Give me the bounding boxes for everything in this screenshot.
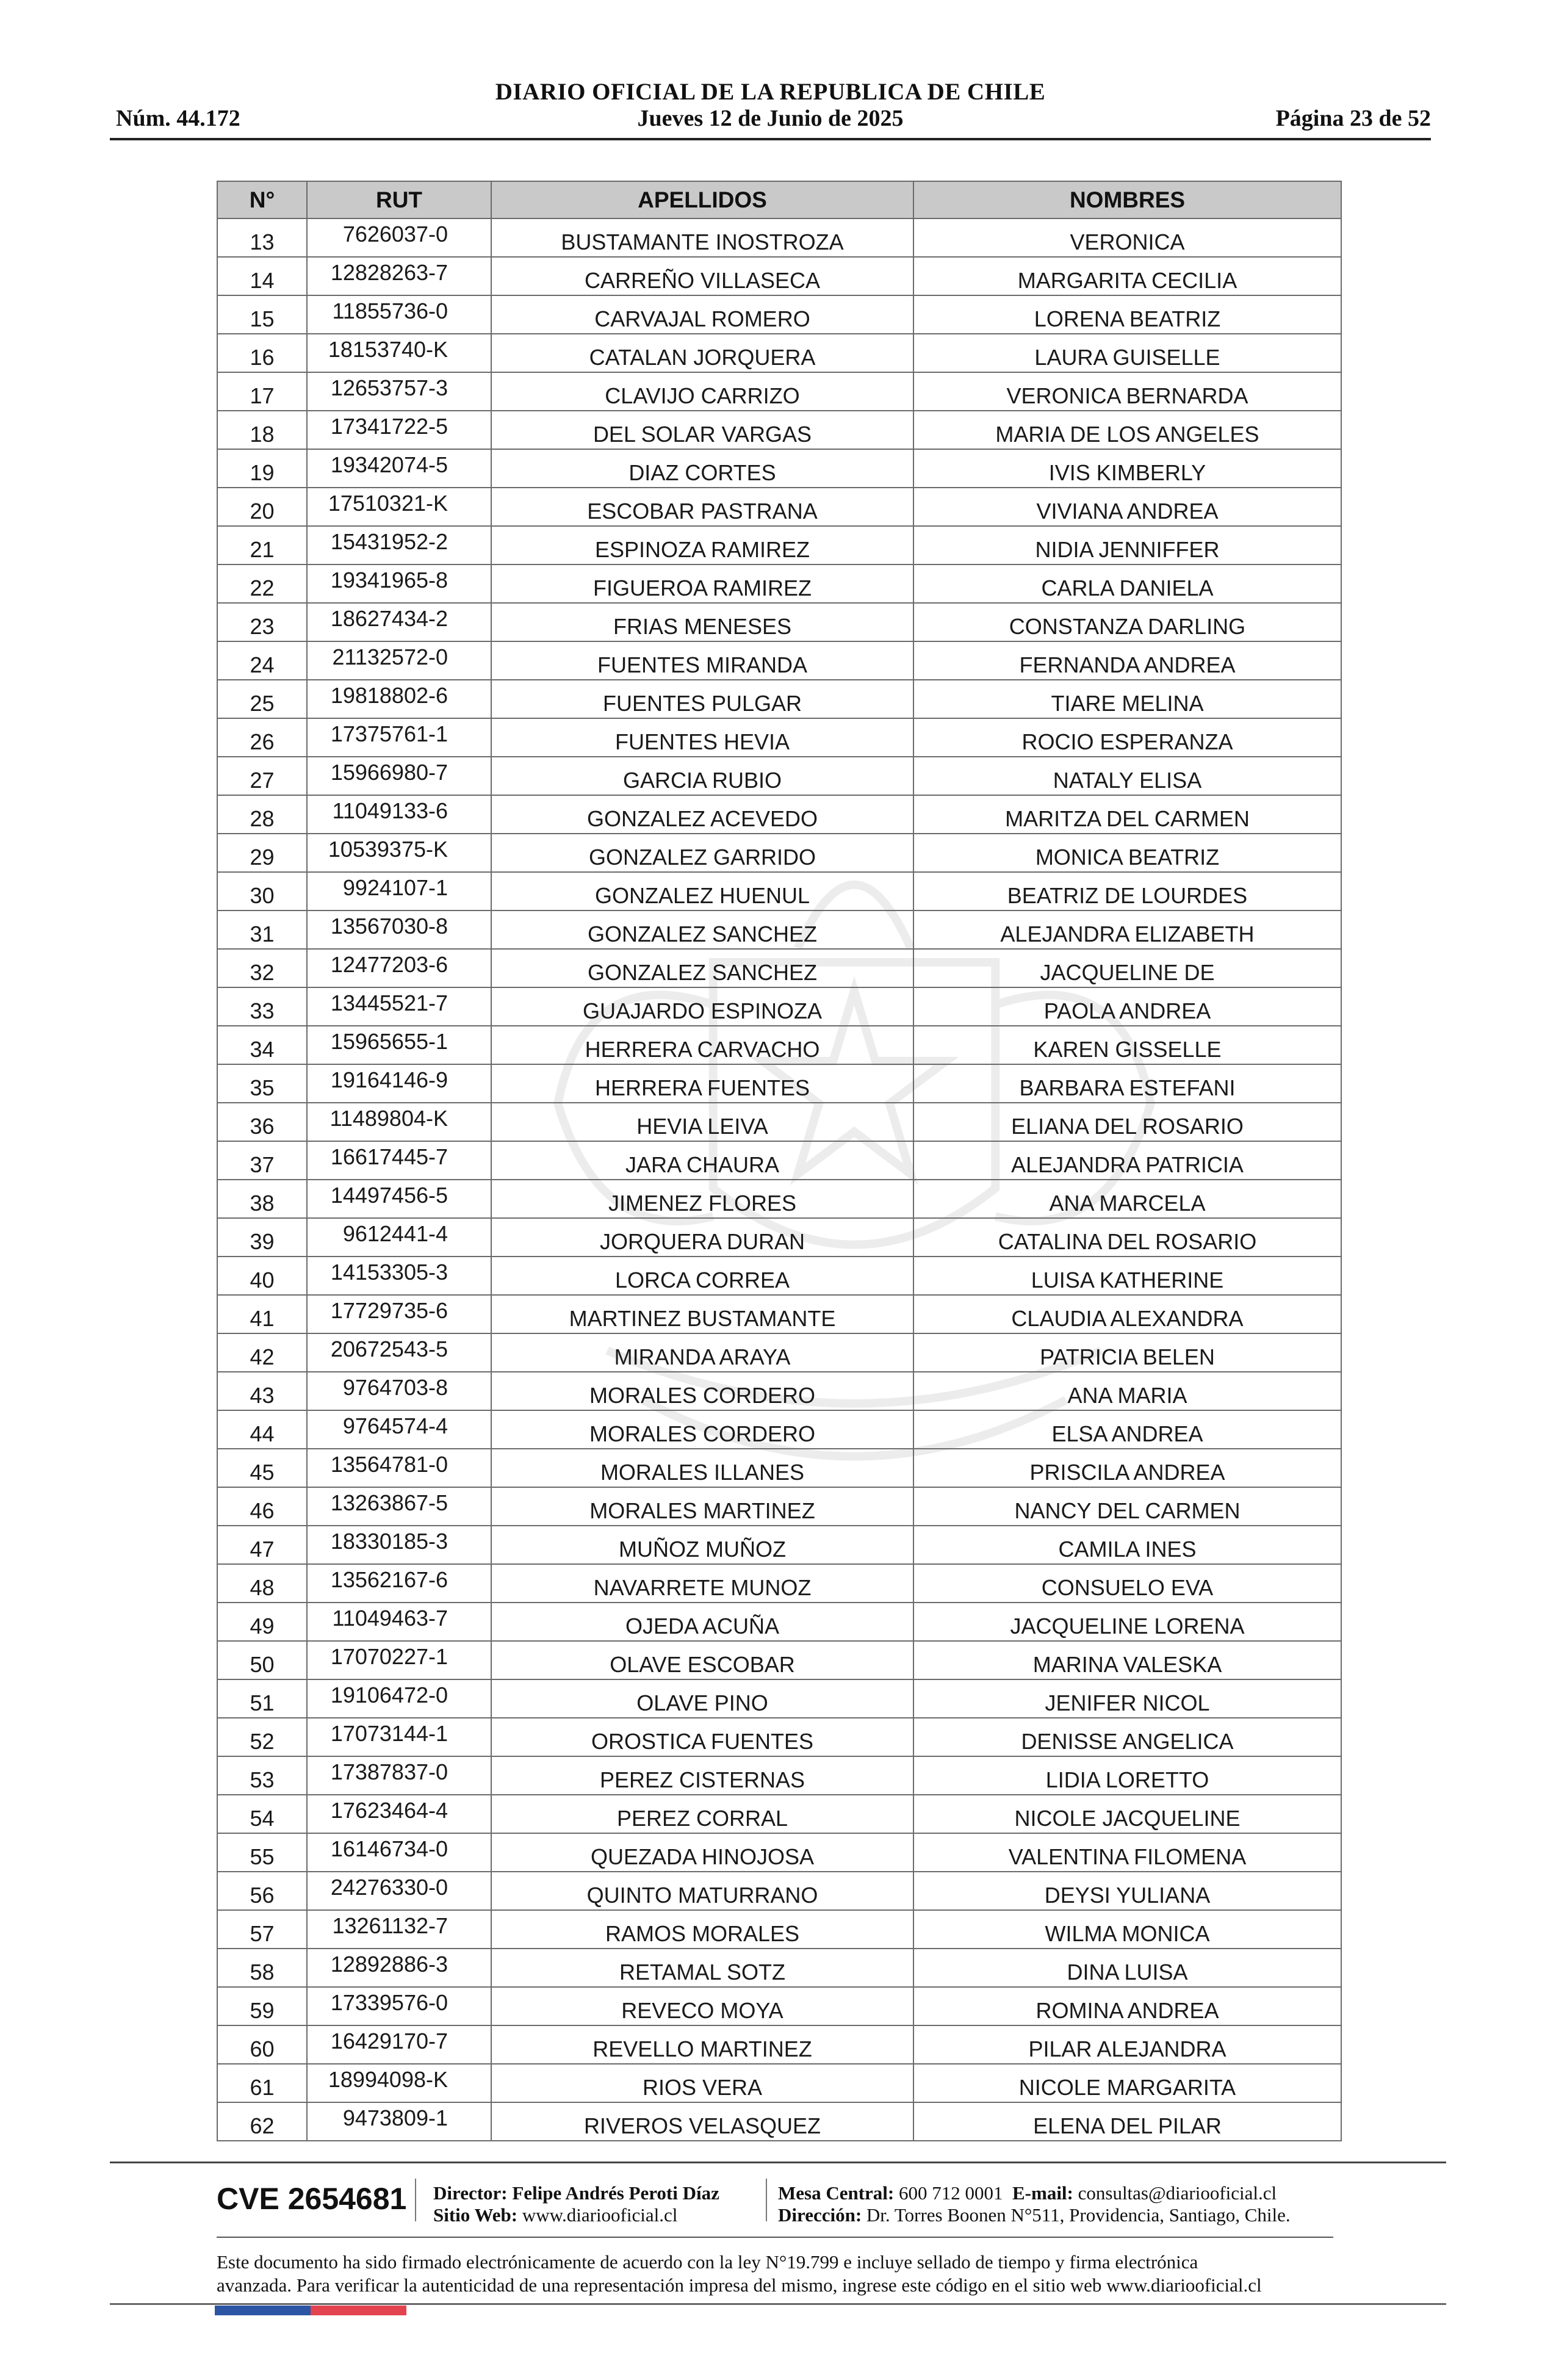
cell-number: 33 [217, 987, 307, 1026]
table-row [217, 1641, 1341, 1679]
cell-apellidos: GONZALEZ SANCHEZ [491, 949, 913, 987]
cell-nombres: CONSTANZA DARLING [913, 603, 1341, 641]
footer-director-block [433, 2182, 719, 2226]
cell-nombres: PAOLA ANDREA [913, 987, 1341, 1026]
cell-number: 62 [217, 2102, 307, 2141]
cell-apellidos: RETAMAL SOTZ [491, 1949, 913, 1987]
cell-rut: 9612441-4 [307, 1218, 491, 1257]
cell-rut: 12653757-3 [307, 372, 491, 411]
cell-nombres: DINA LUISA [913, 1949, 1341, 1987]
cell-number: 16 [217, 334, 307, 372]
column-header-nombres: NOMBRES [913, 181, 1341, 218]
table-row [217, 1987, 1341, 2025]
cell-nombres: VERONICA BERNARDA [913, 372, 1341, 411]
cell-apellidos: OJEDA ACUÑA [491, 1603, 913, 1641]
cell-nombres: ELIANA DEL ROSARIO [913, 1103, 1341, 1141]
cell-nombres: MARGARITA CECILIA [913, 257, 1341, 295]
cell-nombres: JACQUELINE LORENA [913, 1603, 1341, 1641]
cell-apellidos: MORALES CORDERO [491, 1410, 913, 1449]
cell-nombres: MARITZA DEL CARMEN [913, 795, 1341, 834]
cell-nombres: CAMILA INES [913, 1526, 1341, 1564]
table-row [217, 1026, 1341, 1064]
table-row [217, 1333, 1341, 1372]
director-name: Felipe Andrés Peroti Díaz [512, 2182, 719, 2204]
cell-nombres: FERNANDA ANDREA [913, 641, 1341, 680]
cell-apellidos: FRIAS MENESES [491, 603, 913, 641]
cell-nombres: ANA MARCELA [913, 1180, 1341, 1218]
cell-nombres: ANA MARIA [913, 1372, 1341, 1410]
cell-apellidos: HERRERA FUENTES [491, 1064, 913, 1103]
cell-rut: 10539375-K [307, 834, 491, 872]
table-row [217, 564, 1341, 603]
cell-number: 24 [217, 641, 307, 680]
cell-apellidos: MARTINEZ BUSTAMANTE [491, 1295, 913, 1333]
table-row [217, 1180, 1341, 1218]
site-link[interactable]: www.diariooficial.cl [522, 2204, 678, 2226]
cell-apellidos: DEL SOLAR VARGAS [491, 411, 913, 449]
cell-nombres: JACQUELINE DE [913, 949, 1341, 987]
cell-number: 36 [217, 1103, 307, 1141]
footer-divider-middle [217, 2237, 1333, 2238]
flag-color-bar [215, 2306, 406, 2315]
cell-number: 38 [217, 1180, 307, 1218]
cell-nombres: LORENA BEATRIZ [913, 295, 1341, 334]
cell-nombres: CLAUDIA ALEXANDRA [913, 1295, 1341, 1333]
cell-apellidos: MIRANDA ARAYA [491, 1333, 913, 1372]
table-row [217, 1141, 1341, 1180]
phone-value: 600 712 0001 [899, 2182, 1003, 2204]
cell-number: 59 [217, 1987, 307, 2025]
table-row [217, 2064, 1341, 2102]
cell-number: 50 [217, 1641, 307, 1679]
table-row [217, 1218, 1341, 1257]
cell-nombres: ELENA DEL PILAR [913, 2102, 1341, 2141]
cell-nombres: ROMINA ANDREA [913, 1987, 1341, 2025]
cell-rut: 18330185-3 [307, 1526, 491, 1564]
table-row [217, 987, 1341, 1026]
cell-apellidos: OROSTICA FUENTES [491, 1718, 913, 1756]
cell-number: 34 [217, 1026, 307, 1064]
cell-nombres: MONICA BEATRIZ [913, 834, 1341, 872]
registry-table [217, 181, 1342, 2141]
issue-date: Jueves 12 de Junio de 2025 [637, 106, 904, 131]
cell-number: 31 [217, 911, 307, 949]
cell-apellidos: OLAVE ESCOBAR [491, 1641, 913, 1679]
cell-apellidos: PEREZ CISTERNAS [491, 1756, 913, 1795]
cell-rut: 13263867-5 [307, 1487, 491, 1526]
cell-nombres: NIDIA JENNIFFER [913, 526, 1341, 564]
cell-rut: 13564781-0 [307, 1449, 491, 1487]
phone-label: Mesa Central: [778, 2182, 895, 2204]
table-row [217, 603, 1341, 641]
table-row [217, 757, 1341, 795]
cell-rut: 18627434-2 [307, 603, 491, 641]
cell-apellidos: GUAJARDO ESPINOZA [491, 987, 913, 1026]
cell-apellidos: MORALES MARTINEZ [491, 1487, 913, 1526]
cell-apellidos: MORALES CORDERO [491, 1372, 913, 1410]
table-row [217, 1564, 1341, 1603]
cell-number: 39 [217, 1218, 307, 1257]
cell-rut: 17387837-0 [307, 1756, 491, 1795]
page-header [110, 73, 1431, 146]
cell-rut: 16429170-7 [307, 2025, 491, 2064]
footer-divider-bottom [110, 2303, 1446, 2305]
cell-rut: 14497456-5 [307, 1180, 491, 1218]
table-row [217, 218, 1341, 257]
cell-apellidos: CARVAJAL ROMERO [491, 295, 913, 334]
table-row [217, 1795, 1341, 1833]
cell-apellidos: FUENTES PULGAR [491, 680, 913, 718]
address-value: Dr. Torres Boonen N°511, Providencia, Santiago, Chile. [866, 2204, 1291, 2226]
cell-number: 27 [217, 757, 307, 795]
cell-number: 18 [217, 411, 307, 449]
column-header-number: N° [217, 181, 307, 218]
cell-number: 37 [217, 1141, 307, 1180]
cell-number: 30 [217, 872, 307, 911]
table-row [217, 1295, 1341, 1333]
cell-apellidos: GONZALEZ SANCHEZ [491, 911, 913, 949]
cell-apellidos: RAMOS MORALES [491, 1910, 913, 1949]
cell-apellidos: JORQUERA DURAN [491, 1218, 913, 1257]
cell-nombres: VALENTINA FILOMENA [913, 1833, 1341, 1872]
legal-notice-line: avanzada. Para verificar la autenticidad de una representación impresa del mismo, ingrese este código en el sitio web www.diariooficial.cl [217, 2274, 1262, 2296]
cell-rut: 16617445-7 [307, 1141, 491, 1180]
cell-apellidos: JARA CHAURA [491, 1141, 913, 1180]
cell-nombres: CARLA DANIELA [913, 564, 1341, 603]
cell-rut: 18994098-K [307, 2064, 491, 2102]
table-row [217, 1526, 1341, 1564]
cell-number: 13 [217, 218, 307, 257]
cell-rut: 19818802-6 [307, 680, 491, 718]
cell-rut: 13261132-7 [307, 1910, 491, 1949]
cell-nombres: PILAR ALEJANDRA [913, 2025, 1341, 2064]
cell-apellidos: RIVEROS VELASQUEZ [491, 2102, 913, 2141]
cell-rut: 21132572-0 [307, 641, 491, 680]
cell-number: 60 [217, 2025, 307, 2064]
cell-rut: 15965655-1 [307, 1026, 491, 1064]
table-row [217, 1872, 1341, 1910]
footer-divider-top [110, 2162, 1446, 2163]
table-row [217, 1449, 1341, 1487]
cell-rut: 24276330-0 [307, 1872, 491, 1910]
table-row [217, 257, 1341, 295]
cell-nombres: NICOLE JACQUELINE [913, 1795, 1341, 1833]
cell-apellidos: FUENTES MIRANDA [491, 641, 913, 680]
cell-nombres: IVIS KIMBERLY [913, 449, 1341, 488]
cell-apellidos: CATALAN JORQUERA [491, 334, 913, 372]
table-row [217, 1910, 1341, 1949]
page-number: Página 23 de 52 [1275, 106, 1431, 131]
cell-rut: 17073144-1 [307, 1718, 491, 1756]
cell-nombres: DENISSE ANGELICA [913, 1718, 1341, 1756]
cell-apellidos: MORALES ILLANES [491, 1449, 913, 1487]
cell-rut: 20672543-5 [307, 1333, 491, 1372]
header-divider [110, 138, 1431, 140]
cell-rut: 17375761-1 [307, 718, 491, 757]
cell-number: 56 [217, 1872, 307, 1910]
cell-apellidos: GARCIA RUBIO [491, 757, 913, 795]
table-row [217, 2025, 1341, 2064]
cell-apellidos: RIOS VERA [491, 2064, 913, 2102]
site-label: Sitio Web: [433, 2204, 518, 2226]
cell-rut: 15966980-7 [307, 757, 491, 795]
table-body [217, 218, 1341, 2141]
table-row [217, 1718, 1341, 1756]
cell-number: 55 [217, 1833, 307, 1872]
cell-nombres: WILMA MONICA [913, 1910, 1341, 1949]
cell-rut: 16146734-0 [307, 1833, 491, 1872]
cell-number: 49 [217, 1603, 307, 1641]
cell-number: 25 [217, 680, 307, 718]
cell-number: 61 [217, 2064, 307, 2102]
cell-number: 51 [217, 1679, 307, 1718]
cell-rut: 18153740-K [307, 334, 491, 372]
cell-apellidos: QUEZADA HINOJOSA [491, 1833, 913, 1872]
cell-number: 45 [217, 1449, 307, 1487]
cell-number: 43 [217, 1372, 307, 1410]
cell-number: 20 [217, 488, 307, 526]
cell-rut: 9924107-1 [307, 872, 491, 911]
cell-apellidos: LORCA CORREA [491, 1257, 913, 1295]
table-row [217, 718, 1341, 757]
cell-rut: 13562167-6 [307, 1564, 491, 1603]
cell-number: 42 [217, 1333, 307, 1372]
cell-rut: 12477203-6 [307, 949, 491, 987]
table-row [217, 834, 1341, 872]
cell-rut: 9764574-4 [307, 1410, 491, 1449]
cell-rut: 17729735-6 [307, 1295, 491, 1333]
table-row [217, 1410, 1341, 1449]
cell-rut: 17070227-1 [307, 1641, 491, 1679]
table-row [217, 795, 1341, 834]
cell-rut: 13445521-7 [307, 987, 491, 1026]
cell-rut: 7626037-0 [307, 218, 491, 257]
cell-nombres: ALEJANDRA ELIZABETH [913, 911, 1341, 949]
cell-nombres: VERONICA [913, 218, 1341, 257]
cell-number: 46 [217, 1487, 307, 1526]
page-footer [217, 2173, 1376, 2252]
cell-nombres: PRISCILA ANDREA [913, 1449, 1341, 1487]
table-row [217, 1756, 1341, 1795]
table-row [217, 1603, 1341, 1641]
cell-number: 32 [217, 949, 307, 987]
issue-number: Núm. 44.172 [116, 106, 240, 131]
cell-rut: 17510321-K [307, 488, 491, 526]
address-label: Dirección: [778, 2204, 862, 2226]
cell-apellidos: REVELLO MARTINEZ [491, 2025, 913, 2064]
email-label: E-mail: [1012, 2182, 1073, 2204]
director-label: Director: [433, 2182, 508, 2204]
cell-rut: 19106472-0 [307, 1679, 491, 1718]
table-header-row [217, 181, 1341, 218]
cell-number: 17 [217, 372, 307, 411]
cell-apellidos: ESPINOZA RAMIREZ [491, 526, 913, 564]
cell-apellidos: ESCOBAR PASTRANA [491, 488, 913, 526]
cell-rut: 11049463-7 [307, 1603, 491, 1641]
cell-apellidos: BUSTAMANTE INOSTROZA [491, 218, 913, 257]
legal-notice [217, 2251, 1376, 2297]
cell-number: 54 [217, 1795, 307, 1833]
cell-nombres: BEATRIZ DE LOURDES [913, 872, 1341, 911]
cell-apellidos: QUINTO MATURRANO [491, 1872, 913, 1910]
cell-apellidos: NAVARRETE MUNOZ [491, 1564, 913, 1603]
cell-apellidos: REVECO MOYA [491, 1987, 913, 2025]
cell-apellidos: GONZALEZ HUENUL [491, 872, 913, 911]
table-row [217, 1257, 1341, 1295]
cell-apellidos: PEREZ CORRAL [491, 1795, 913, 1833]
table-row [217, 526, 1341, 564]
cell-nombres: NATALY ELISA [913, 757, 1341, 795]
table-row [217, 295, 1341, 334]
cell-number: 28 [217, 795, 307, 834]
cell-nombres: NANCY DEL CARMEN [913, 1487, 1341, 1526]
cell-number: 35 [217, 1064, 307, 1103]
cell-apellidos: CLAVIJO CARRIZO [491, 372, 913, 411]
cell-nombres: CONSUELO EVA [913, 1564, 1341, 1603]
cell-rut: 17341722-5 [307, 411, 491, 449]
cell-nombres: NICOLE MARGARITA [913, 2064, 1341, 2102]
cell-number: 15 [217, 295, 307, 334]
table-row [217, 1833, 1341, 1872]
table-row [217, 949, 1341, 987]
cell-number: 21 [217, 526, 307, 564]
cell-rut: 12892886-3 [307, 1949, 491, 1987]
cell-apellidos: OLAVE PINO [491, 1679, 913, 1718]
cell-apellidos: FUENTES HEVIA [491, 718, 913, 757]
cve-code: CVE 2654681 [217, 2182, 407, 2216]
table-row [217, 488, 1341, 526]
flag-blue-segment [215, 2306, 311, 2315]
cell-number: 44 [217, 1410, 307, 1449]
cell-rut: 9764703-8 [307, 1372, 491, 1410]
cell-rut: 19164146-9 [307, 1064, 491, 1103]
journal-title: DIARIO OFICIAL DE LA REPUBLICA DE CHILE [495, 79, 1046, 105]
cell-rut: 19341965-8 [307, 564, 491, 603]
cell-number: 41 [217, 1295, 307, 1333]
table-row [217, 1103, 1341, 1141]
cell-nombres: TIARE MELINA [913, 680, 1341, 718]
cell-rut: 9473809-1 [307, 2102, 491, 2141]
column-header-apellidos: APELLIDOS [491, 181, 913, 218]
cell-rut: 11049133-6 [307, 795, 491, 834]
column-header-rut: RUT [307, 181, 491, 218]
cell-rut: 17623464-4 [307, 1795, 491, 1833]
cell-nombres: ELSA ANDREA [913, 1410, 1341, 1449]
cell-apellidos: HEVIA LEIVA [491, 1103, 913, 1141]
cell-number: 47 [217, 1526, 307, 1564]
footer-contact-block [778, 2182, 1291, 2226]
table-row [217, 449, 1341, 488]
cell-number: 26 [217, 718, 307, 757]
cell-apellidos: GONZALEZ GARRIDO [491, 834, 913, 872]
cell-rut: 19342074-5 [307, 449, 491, 488]
cell-number: 48 [217, 1564, 307, 1603]
cell-rut: 15431952-2 [307, 526, 491, 564]
cell-number: 40 [217, 1257, 307, 1295]
cell-number: 22 [217, 564, 307, 603]
cell-nombres: KAREN GISSELLE [913, 1026, 1341, 1064]
cell-rut: 17339576-0 [307, 1987, 491, 2025]
table-row [217, 1949, 1341, 1987]
email-link[interactable]: consultas@diariooficial.cl [1078, 2182, 1277, 2204]
cell-nombres: BARBARA ESTEFANI [913, 1064, 1341, 1103]
cell-apellidos: JIMENEZ FLORES [491, 1180, 913, 1218]
footer-separator [415, 2179, 416, 2221]
cell-apellidos: GONZALEZ ACEVEDO [491, 795, 913, 834]
table-row [217, 2102, 1341, 2141]
footer-separator [766, 2179, 767, 2221]
cell-apellidos: CARREÑO VILLASECA [491, 257, 913, 295]
cell-nombres: ALEJANDRA PATRICIA [913, 1141, 1341, 1180]
cell-rut: 13567030-8 [307, 911, 491, 949]
cell-apellidos: DIAZ CORTES [491, 449, 913, 488]
cell-number: 57 [217, 1910, 307, 1949]
cell-number: 23 [217, 603, 307, 641]
cell-nombres: JENIFER NICOL [913, 1679, 1341, 1718]
cell-nombres: ROCIO ESPERANZA [913, 718, 1341, 757]
cell-number: 14 [217, 257, 307, 295]
table-row [217, 1487, 1341, 1526]
cell-number: 58 [217, 1949, 307, 1987]
table-row [217, 372, 1341, 411]
cell-number: 29 [217, 834, 307, 872]
cell-number: 53 [217, 1756, 307, 1795]
cell-nombres: DEYSI YULIANA [913, 1872, 1341, 1910]
cell-rut: 14153305-3 [307, 1257, 491, 1295]
cell-rut: 11855736-0 [307, 295, 491, 334]
cell-nombres: LIDIA LORETTO [913, 1756, 1341, 1795]
flag-red-segment [311, 2306, 406, 2315]
table-row [217, 1372, 1341, 1410]
table-row [217, 911, 1341, 949]
table-row [217, 641, 1341, 680]
cell-nombres: CATALINA DEL ROSARIO [913, 1218, 1341, 1257]
table-row [217, 1679, 1341, 1718]
cell-nombres: MARINA VALESKA [913, 1641, 1341, 1679]
cell-nombres: LUISA KATHERINE [913, 1257, 1341, 1295]
cell-apellidos: MUÑOZ MUÑOZ [491, 1526, 913, 1564]
cell-nombres: VIVIANA ANDREA [913, 488, 1341, 526]
legal-notice-line: Este documento ha sido firmado electrónicamente de acuerdo con la ley N°19.799 e incluye sellado de tiempo y firma electrónica [217, 2251, 1198, 2273]
cell-number: 52 [217, 1718, 307, 1756]
cell-rut: 11489804-K [307, 1103, 491, 1141]
table-row [217, 872, 1341, 911]
cell-nombres: PATRICIA BELEN [913, 1333, 1341, 1372]
cell-rut: 12828263-7 [307, 257, 491, 295]
table-row [217, 680, 1341, 718]
table-row [217, 1064, 1341, 1103]
cell-apellidos: HERRERA CARVACHO [491, 1026, 913, 1064]
table-row [217, 411, 1341, 449]
table-row [217, 334, 1341, 372]
cell-nombres: MARIA DE LOS ANGELES [913, 411, 1341, 449]
cell-apellidos: FIGUEROA RAMIREZ [491, 564, 913, 603]
cell-nombres: LAURA GUISELLE [913, 334, 1341, 372]
cell-number: 19 [217, 449, 307, 488]
